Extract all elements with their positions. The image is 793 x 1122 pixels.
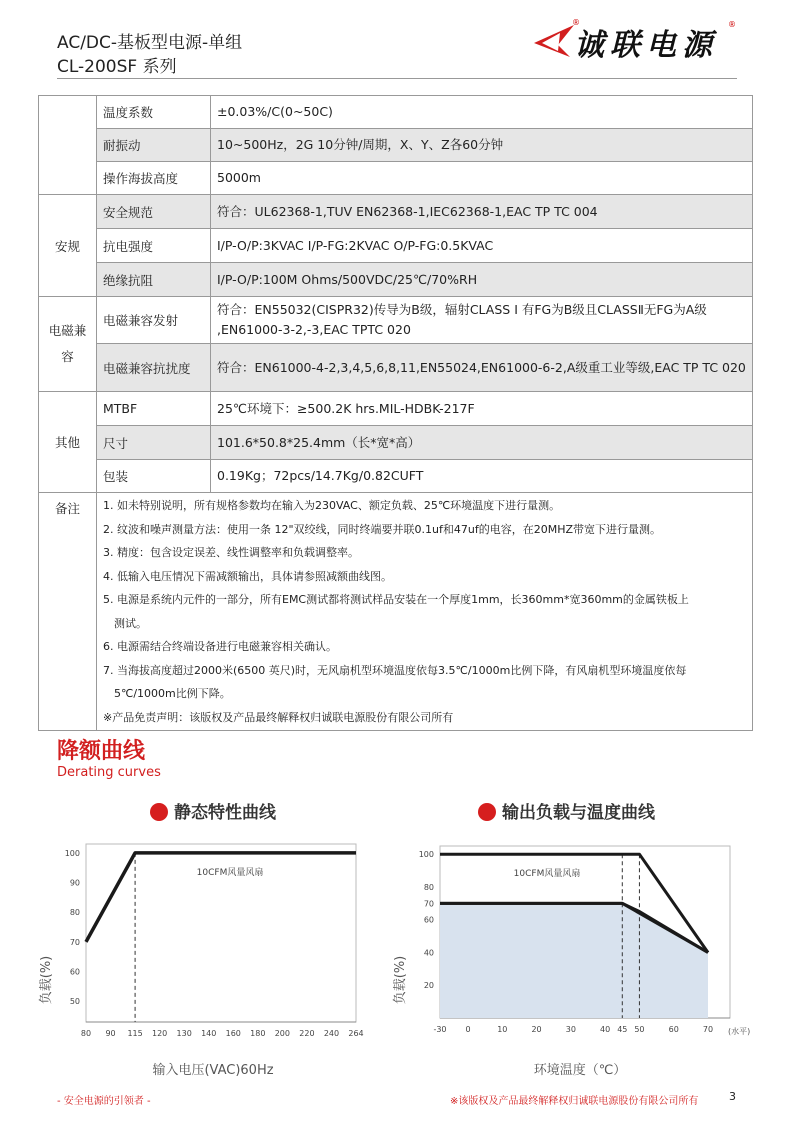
y-tick-label: 70: [423, 899, 434, 909]
chart1-title-wrap: [150, 798, 276, 823]
chart1-title: 静态特性曲线: [174, 803, 276, 823]
x-tick-label: 10: [497, 1025, 508, 1034]
x-tick-label: 240: [323, 1029, 340, 1038]
table-row: [39, 229, 753, 263]
row-label: 耐振动: [97, 129, 211, 162]
notes-row: [39, 493, 753, 731]
y-tick-label: 50: [69, 997, 80, 1007]
natural-cooling-area: [440, 903, 708, 1018]
x-tick-label: 20: [531, 1025, 542, 1034]
x-tick-label: 140: [201, 1029, 217, 1038]
logo-mark-icon: [530, 21, 576, 61]
y-axis-label: 负载(%): [393, 955, 408, 1005]
note-item: 测试。: [114, 616, 147, 630]
row-label: 操作海拔高度: [97, 162, 211, 195]
section-subtitle: Derating curves: [57, 765, 161, 780]
header-divider: [57, 78, 737, 79]
table-row: [39, 96, 753, 129]
x-tick-label: 40: [600, 1025, 611, 1034]
row-label: 温度系数: [97, 96, 211, 129]
disclaimer: ※产品免责声明：该版权及产品最终解释权归诚联电源股份有限公司所有: [103, 710, 454, 724]
x-tick-label: -30: [433, 1025, 447, 1034]
reg-mark: ®: [728, 20, 736, 29]
notes-label: 备注: [39, 493, 97, 731]
row-label: 抗电强度: [97, 229, 211, 263]
section-title: 降额曲线: [57, 739, 146, 764]
row-label: 电磁兼容抗扰度: [97, 344, 211, 392]
x-tick-label: 130: [176, 1029, 192, 1038]
y-tick-label: 60: [423, 915, 434, 925]
y-tick-label: 80: [423, 882, 434, 892]
y-axis-label: 负载(%): [39, 955, 54, 1005]
x-tick-label: 200: [274, 1029, 291, 1038]
static-characteristic-chart: [38, 830, 378, 1080]
group-cell: 安规: [39, 195, 97, 297]
row-value: I/P-O/P:3KVAC I/P-FG:2KVAC O/P-FG:0.5KVAC: [211, 229, 753, 263]
x-axis-unit: (水平): [728, 1027, 751, 1036]
y-tick-label: 80: [69, 908, 80, 918]
x-axis-label: 输入电压(VAC)60Hz: [152, 1063, 274, 1078]
row-value: ±0.03%/C(0~50C): [211, 96, 753, 129]
y-tick-label: 70: [69, 937, 80, 947]
red-dot-icon: [478, 803, 496, 821]
row-value: 101.6*50.8*25.4mm（长*宽*高）: [211, 426, 753, 460]
note-item: 4. 低输入电压情况下需减额输出，具体请参照减额曲线图。: [103, 569, 392, 583]
table-row: [39, 426, 753, 460]
page-number: 3: [729, 1090, 736, 1103]
row-label: 安全规范: [97, 195, 211, 229]
chart-annotation: 10CFM风量风扇: [196, 868, 264, 878]
x-tick-label: 0: [465, 1025, 471, 1034]
row-label: 绝缘抗阻: [97, 263, 211, 297]
x-tick-label: 160: [225, 1029, 241, 1038]
spec-table: [38, 95, 753, 731]
load-temperature-chart: [390, 830, 762, 1080]
table-row: [39, 129, 753, 162]
table-row: [39, 297, 753, 344]
footer-slogan: - 安全电源的引领者 -: [57, 1096, 151, 1107]
x-tick-label: 70: [702, 1025, 714, 1034]
row-value: 25℃环境下：≥500.2K hrs.MIL-HDBK-217F: [211, 392, 753, 426]
logo-text: 诚联电源: [574, 28, 718, 63]
y-tick-label: 100: [418, 850, 434, 860]
table-row: [39, 162, 753, 195]
x-tick-label: 60: [668, 1025, 679, 1034]
row-value: 符合：UL62368-1,TUV EN62368-1,IEC62368-1,EAC TP TC 004: [211, 195, 753, 229]
x-tick-label: 50: [634, 1025, 645, 1034]
series-name: CL-200SF 系列: [57, 57, 177, 77]
footer-copyright: ※该版权及产品最终解释权归诚联电源股份有限公司所有: [450, 1096, 699, 1107]
note-item: 2. 纹波和噪声测量方法：使用一条 12"双绞线，同时终端要并联0.1uf和47uf的电容，在20MHZ带宽下进行量测。: [103, 522, 662, 536]
note-item: 5℃/1000m比例下降。: [114, 687, 231, 700]
x-tick-label: 264: [348, 1029, 364, 1038]
x-tick-label: 80: [80, 1029, 92, 1038]
chart-annotation: 10CFM风量风扇: [513, 869, 581, 879]
brand-logo: [530, 18, 735, 62]
x-tick-label: 30: [565, 1025, 576, 1034]
row-value: 符合：EN55032(CISPR32)传导为B级，辐射CLASS Ⅰ 有FG为B级且CLASSⅡ无FG为A级 ,EN61000-3-2,-3,EAC TPTC 020: [211, 297, 753, 344]
row-label: MTBF: [97, 392, 211, 426]
group-cell: 电磁兼容: [39, 297, 97, 392]
table-row: [39, 344, 753, 392]
row-value: 5000m: [211, 162, 753, 195]
note-item: 7. 当海拔高度超过2000米(6500 英尺)时，无风扇机型环境温度依每3.5℃/1000m比例下降，有风扇机型环境温度依每: [103, 663, 687, 677]
note-item: 3. 精度：包含设定误差、线性调整率和负载调整率。: [103, 546, 359, 559]
y-tick-label: 40: [423, 948, 434, 958]
chart2-title-wrap: [478, 798, 655, 823]
x-tick-label: 115: [127, 1029, 143, 1038]
doc-title: AC/DC-基板型电源-单组: [57, 33, 243, 53]
red-dot-icon: [150, 803, 168, 821]
note-item: 1. 如未特别说明，所有规格参数均在输入为230VAC、额定负载、25℃环境温度下进行量测。: [103, 499, 561, 512]
row-value: 符合：EN61000-4-2,3,4,5,6,8,11,EN55024,EN61000-6-2,A级重工业等级,EAC TP TC 020: [211, 344, 753, 392]
table-row: [39, 195, 753, 229]
notes-cell: [97, 493, 753, 731]
y-tick-label: 20: [423, 981, 434, 991]
row-label: 尺寸: [97, 426, 211, 460]
x-tick-label: 220: [299, 1029, 315, 1038]
x-tick-label: 180: [250, 1029, 266, 1038]
group-cell: [39, 96, 97, 195]
table-row: [39, 263, 753, 297]
x-tick-label: 120: [151, 1029, 168, 1038]
y-tick-label: 100: [64, 848, 80, 858]
y-tick-label: 90: [69, 878, 80, 888]
y-tick-label: 60: [69, 967, 80, 977]
chart2-title: 输出负载与温度曲线: [502, 803, 655, 823]
row-value: 0.19Kg；72pcs/14.7Kg/0.82CUFT: [211, 460, 753, 493]
note-item: 6. 电源需结合终端设备进行电磁兼容相关确认。: [103, 640, 337, 653]
row-label: 电磁兼容发射: [97, 297, 211, 344]
table-row: [39, 392, 753, 426]
row-value: I/P-O/P:100M Ohms/500VDC/25℃/70%RH: [211, 263, 753, 297]
row-label: 包装: [97, 460, 211, 493]
x-tick-label: 45: [617, 1025, 628, 1034]
group-cell: 其他: [39, 392, 97, 493]
reg-mark: ®: [572, 18, 580, 27]
note-item: 5. 电源是系统内元件的一部分，所有EMC测试都将测试样品安装在一个厚度1mm，长360mm*宽360mm的金属铁板上: [103, 593, 689, 606]
table-row: [39, 460, 753, 493]
x-tick-label: 90: [105, 1029, 116, 1038]
x-axis-label: 环境温度（℃）: [533, 1063, 627, 1078]
row-value: 10~500Hz，2G 10分钟/周期，X、Y、Z各60分钟: [211, 129, 753, 162]
series-line: [86, 853, 356, 942]
